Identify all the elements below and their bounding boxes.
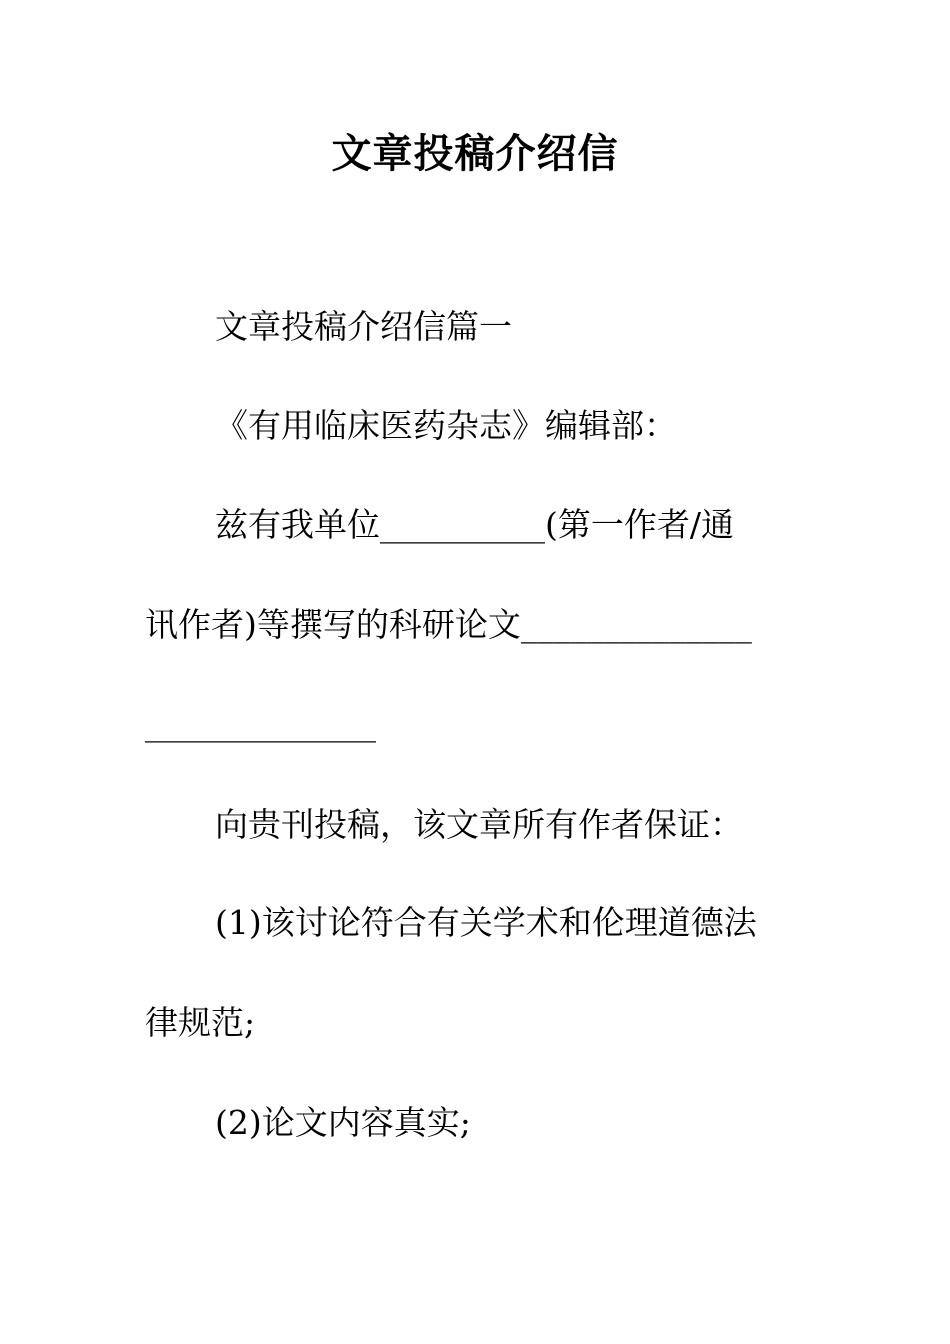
paragraph-line: 向贵刊投稿，该文章所有作者保证： bbox=[215, 805, 743, 844]
salutation: 《有用临床医药杂志》编辑部： bbox=[215, 406, 677, 445]
list-item-continuation: 律规范; bbox=[145, 1003, 256, 1042]
paragraph-line: ______________ bbox=[145, 704, 376, 743]
section-heading: 文章投稿介绍信篇一 bbox=[215, 307, 512, 346]
paragraph-line: 兹有我单位__________(第一作者/通 bbox=[215, 505, 734, 544]
document-title: 文章投稿介绍信 bbox=[331, 131, 619, 177]
paragraph-line: 讯作者)等撰写的科研论文______________ bbox=[145, 605, 752, 644]
list-item: (2)论文内容真实; bbox=[215, 1103, 471, 1142]
list-item: (1)该讨论符合有关学术和伦理道德法 bbox=[215, 903, 757, 942]
